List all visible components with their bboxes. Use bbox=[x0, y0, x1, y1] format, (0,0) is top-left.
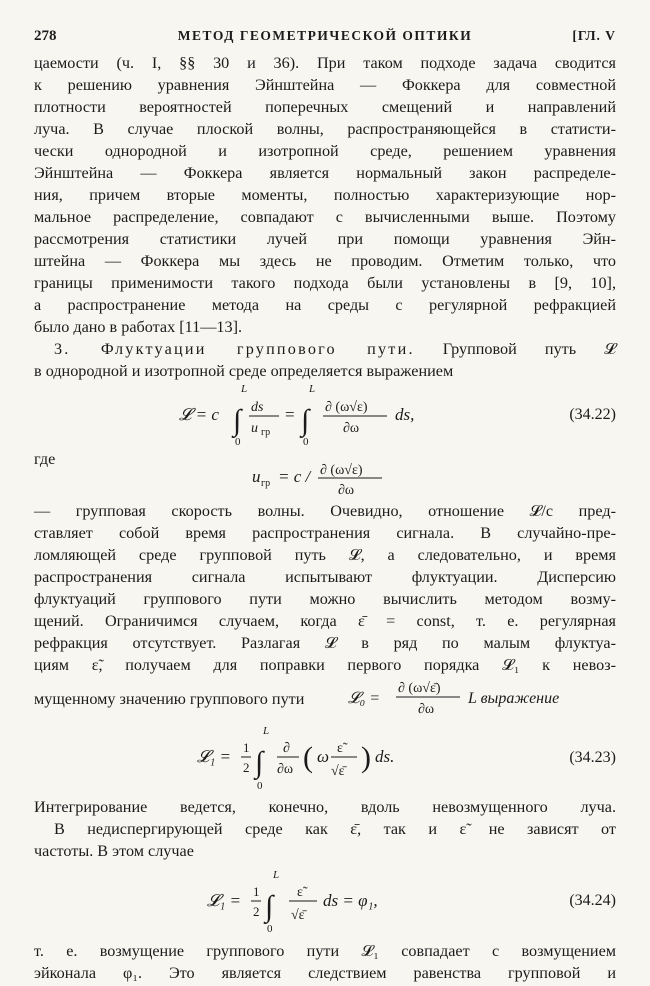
section-3-heading-line bbox=[34, 338, 616, 360]
L0-lhs: 𝓛₀ = bbox=[348, 690, 380, 707]
text-line: щений. Ограничимся случаем, когда ε̄ = const, т. е. регулярная bbox=[34, 612, 616, 630]
upper-limit: L bbox=[309, 383, 316, 395]
where-text: где bbox=[34, 450, 56, 468]
text-line: штейна — Фоккера мы здесь не проводим. Отметим только, что bbox=[34, 252, 616, 270]
lower-limit: 0 bbox=[257, 780, 263, 792]
text-line: в однородной и изотропной среде определяется выражением bbox=[34, 362, 454, 380]
line-with-L0 bbox=[34, 676, 616, 716]
text-line: рассмотрения статистики лучей при помощи уравнения Эйн- bbox=[34, 230, 616, 248]
eq1-tail: ds, bbox=[395, 405, 415, 424]
lower-limit: 0 bbox=[303, 436, 309, 448]
integral-sign: ∫ bbox=[233, 404, 242, 437]
eq3-tail: ds = φ₁, bbox=[323, 891, 378, 910]
u-symbol: u bbox=[252, 467, 261, 486]
text-line: флуктуаций группового пути можно вычислить методом возму- bbox=[34, 590, 616, 608]
group-velocity-formula bbox=[250, 456, 400, 500]
book-page bbox=[34, 28, 616, 984]
text-line: частоты. В этом случае bbox=[34, 842, 194, 860]
u-rhs: = c / bbox=[278, 467, 311, 486]
text-line: мальное распределение, совпадают с вычисленными выше. Поэтому bbox=[34, 208, 616, 226]
equation-34-23 bbox=[34, 722, 616, 794]
eps-den: √ε̄ bbox=[331, 764, 345, 779]
L0-den: ∂ω bbox=[418, 702, 435, 716]
upper-limit: L bbox=[263, 725, 270, 737]
text-line: Интегрирование ведется, конечно, вдоль невозмущенного луча. bbox=[34, 798, 616, 816]
section-3-rest: Групповой путь 𝓛 bbox=[442, 340, 616, 358]
text-line: плотности вероятностей поперечных смещений и направлений bbox=[34, 98, 616, 116]
text-line: т. е. возмущение группового пути 𝓛₁ совпадает с возмущением bbox=[34, 942, 616, 960]
text-line: ния, причем вторые моменты, полностью характеризующие нор- bbox=[34, 186, 616, 204]
d-num: ∂ bbox=[283, 741, 290, 756]
eps-den: √ε̄ bbox=[291, 908, 305, 923]
equation-number: (34.23) bbox=[569, 749, 616, 766]
equation-34-22-formula bbox=[175, 382, 475, 448]
paragraph-4 bbox=[34, 940, 616, 984]
left-paren: ( bbox=[303, 741, 313, 774]
half-num: 1 bbox=[253, 884, 260, 899]
right-paren: ) bbox=[361, 741, 371, 774]
text-line: чески однородной и изотропной среде, решением уравнения bbox=[34, 142, 616, 160]
integral-sign: ∫ bbox=[265, 890, 274, 923]
equation-34-24-formula bbox=[205, 866, 445, 936]
u-frac-num: ∂ (ω√ε) bbox=[320, 463, 363, 478]
paragraph-1 bbox=[34, 52, 616, 382]
running-header bbox=[34, 28, 616, 52]
lower-limit: 0 bbox=[267, 923, 273, 935]
integral-sign: ∫ bbox=[301, 404, 310, 437]
section-3-lead: 3. Флуктуации группового пути. bbox=[54, 340, 415, 358]
half-num: 1 bbox=[243, 740, 250, 755]
equation-group-velocity bbox=[34, 456, 616, 500]
text-line: — групповая скорость волны. Очевидно, отношение 𝓛/c пред- bbox=[34, 502, 616, 520]
frac-num: ds bbox=[251, 400, 264, 415]
upper-limit: L bbox=[241, 383, 248, 395]
text-line: рефракция отсутствует. Разлагая 𝓛 в ряд по малым флуктуа- bbox=[34, 634, 616, 652]
chapter-label: [ГЛ. V bbox=[572, 28, 616, 43]
equals: = bbox=[285, 405, 295, 424]
text-line: было дано в работах [11—13]. bbox=[34, 318, 243, 336]
omega: ω bbox=[317, 747, 330, 766]
frac-den: u bbox=[251, 421, 258, 436]
eps-num: ε̃ bbox=[337, 741, 343, 756]
L0-num: ∂ (ω√ε̄) bbox=[398, 681, 441, 696]
text-line: луча. В случае плоской волны, распространяющейся в статисти- bbox=[34, 120, 616, 138]
eq2-tail: ds. bbox=[375, 747, 395, 766]
text-line: ломляющей среде групповой путь 𝓛, а следовательно, и время bbox=[34, 546, 616, 564]
text-line: В недиспергирующей среде как ε̄, так и ε̃ не зависят от bbox=[54, 820, 616, 838]
text-line: циям ε̃, получаем для поправки первого порядка 𝓛₁ к невоз- bbox=[34, 656, 616, 674]
frac-den: ∂ω bbox=[343, 421, 360, 436]
text-line: к решению уравнения Эйнштейна — Фоккера для совместной bbox=[34, 76, 616, 94]
equation-number: (34.22) bbox=[569, 406, 616, 423]
lower-limit: 0 bbox=[235, 436, 241, 448]
text-line: мущенному значению группового пути bbox=[34, 690, 305, 708]
text-line: распространения сигнала испытывают флуктуации. Дисперсию bbox=[34, 568, 616, 586]
half-den: 2 bbox=[253, 904, 260, 919]
paragraph-3 bbox=[34, 796, 616, 862]
d-den: ∂ω bbox=[277, 762, 294, 777]
running-title: МЕТОД ГЕОМЕТРИЧЕСКОЙ ОПТИКИ bbox=[177, 28, 473, 43]
u-frac-den: ∂ω bbox=[338, 483, 355, 498]
page-number: 278 bbox=[34, 28, 57, 44]
eq2-lhs: 𝓛₁ = bbox=[197, 747, 231, 766]
text-line: границы применимости такого подхода были установлены в [9, 10], bbox=[34, 274, 616, 292]
eq3-lhs: 𝓛₁ = bbox=[207, 891, 241, 910]
text-line: а распространение метода на среды с регулярной рефракцией bbox=[34, 296, 616, 314]
text-line: Эйнштейна — Фоккера является нормальный закон распределе- bbox=[34, 164, 616, 182]
equation-34-22 bbox=[34, 382, 616, 448]
text-line: ставляет собой время распространения сигнала. В случайно-пре- bbox=[34, 524, 616, 542]
text-line: эйконала φ₁. Это является следствием равенства групповой и bbox=[34, 964, 616, 982]
integral-sign: ∫ bbox=[255, 746, 264, 779]
L0-formula bbox=[346, 676, 616, 716]
equation-34-23-formula bbox=[195, 722, 455, 794]
eq1-lhs: 𝓛 = c bbox=[179, 405, 219, 424]
text-line: цаемости (ч. I, §§ 30 и 36). При таком подходе задача сводится bbox=[34, 54, 616, 72]
frac-den-sub: гр bbox=[261, 427, 271, 438]
u-sub: гр bbox=[261, 478, 271, 489]
paragraph-2 bbox=[34, 500, 616, 676]
upper-limit: L bbox=[273, 869, 280, 881]
equation-34-24 bbox=[34, 866, 616, 936]
equation-number: (34.24) bbox=[569, 892, 616, 909]
L0-tail: L выражение bbox=[468, 690, 560, 707]
eps-num: ε̃ bbox=[297, 885, 303, 900]
half-den: 2 bbox=[243, 760, 250, 775]
frac-num: ∂ (ω√ε) bbox=[325, 400, 368, 415]
